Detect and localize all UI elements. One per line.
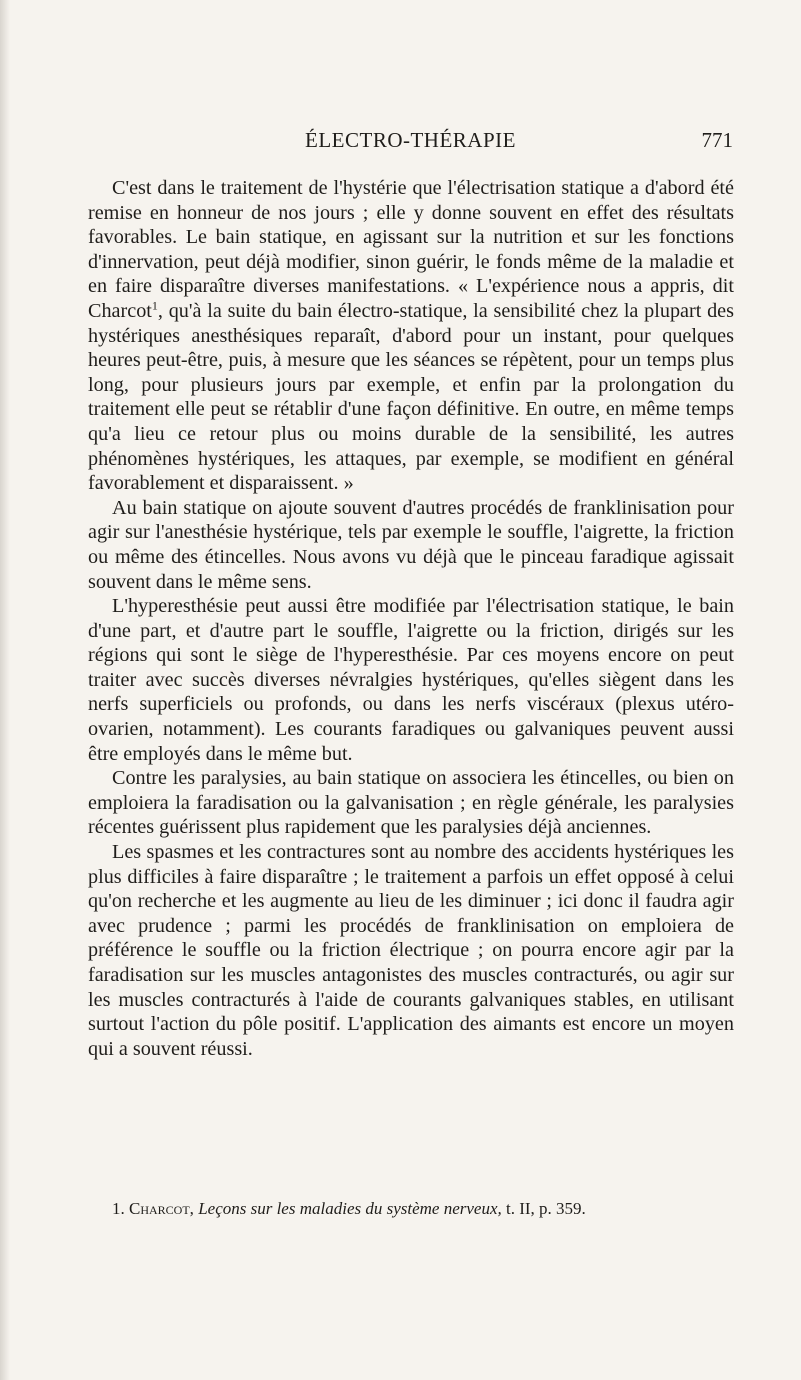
page-number: 771 (701, 128, 733, 152)
footnote-ref: 1 (151, 298, 158, 313)
paragraph-2: Au bain statique on ajoute souvent d'autres procédés de franklinisation pour agir sur l'anesthésie hystérique, tels par exemple le souffle, l'aigrette, la friction ou même des étincelles. Nous avons vu déjà que le pinceau faradique agissait souvent dans le même sens. (88, 496, 734, 593)
footnote-number: 1. (112, 1199, 125, 1218)
paragraph-1-text-b: , qu'à la suite du bain électro-statique, la sensibilité chez la plupart des hystériques anesthésiques reparaît, d'abord pour un instant, pour quelques heures peut-être, puis, à mesure que les séances se répètent, pour un temps plus long, pour plusieurs jours par exemple, et enfin par la prolongation du traitement elle peut se rétablir d'une façon définitive. En outre, en même temps qu'a lieu ce retour plus ou moins durable de la sensibilité, les autres phénomènes hystériques, les attaques, par exemple, se modifient en général favorablement et disparaissent. » (88, 299, 734, 495)
footnote-title: Leçons sur les maladies du système nerveux, (198, 1199, 502, 1218)
footnote-author: Charcot, (129, 1199, 194, 1218)
page-edge-shadow (0, 0, 10, 1380)
paragraph-1 (88, 176, 734, 496)
paragraph-1-text-a: C'est dans le traitement de l'hystérie que l'électrisation statique a d'abord été remise en honneur de nos jours ; elle y donne souvent en effet des résultats favorables. Le bain statique, en agissant sur la nutrition et sur les fonctions d'innervation, peut déjà modifier, sinon guérir, le fonds même de la maladie et en faire disparaître diverses manifestations. « L'expérience nous a appris, dit Charcot (88, 177, 734, 322)
paragraph-4: Contre les paralysies, au bain statique on associera les étincelles, ou bien on emploiera la faradisation ou la galvanisation ; en règle générale, les paralysies récentes guérissent plus rapidement que les paralysies déjà anciennes. (88, 767, 734, 839)
paragraph-3: L'hyperesthésie peut aussi être modifiée par l'électrisation statique, le bain d'une part, et d'autre part le souffle, l'aigrette ou la friction, dirigés sur les régions qui sont le siège de l'hyperesthésie. Par ces moyens encore on peut traiter avec succès diverses névralgies hystériques, qu'elles siègent dans les nerfs superficiels ou profonds, ou dans les nerfs viscéraux (plexus utéro-ovarien, notamment). Les courants faradiques ou galvaniques peuvent aussi être employés dans le même but. (88, 595, 734, 765)
footnote (112, 1198, 734, 1220)
body-text (88, 176, 734, 1061)
footnote-reference: t. II, p. 359. (506, 1199, 586, 1218)
paragraph-5: Les spasmes et les contractures sont au nombre des accidents hystériques les plus difficiles à faire disparaître ; le traitement a parfois un effet opposé à celui qu'on recherche et les augmente au lieu de les diminuer ; ici donc il faudra agir avec prudence ; parmi les procédés de franklinisation on emploiera de préférence le souffle ou la friction électrique ; on pourra encore agir par la faradisation sur les muscles antagonistes des muscles contracturés, ou agir sur les muscles contracturés à l'aide de courants galvaniques stables, en utilisant surtout l'action du pôle positif. L'application des aimants est encore un moyen qui a souvent réussi. (88, 841, 734, 1060)
running-header (88, 128, 733, 158)
running-title: ÉLECTRO-THÉRAPIE (305, 128, 516, 152)
